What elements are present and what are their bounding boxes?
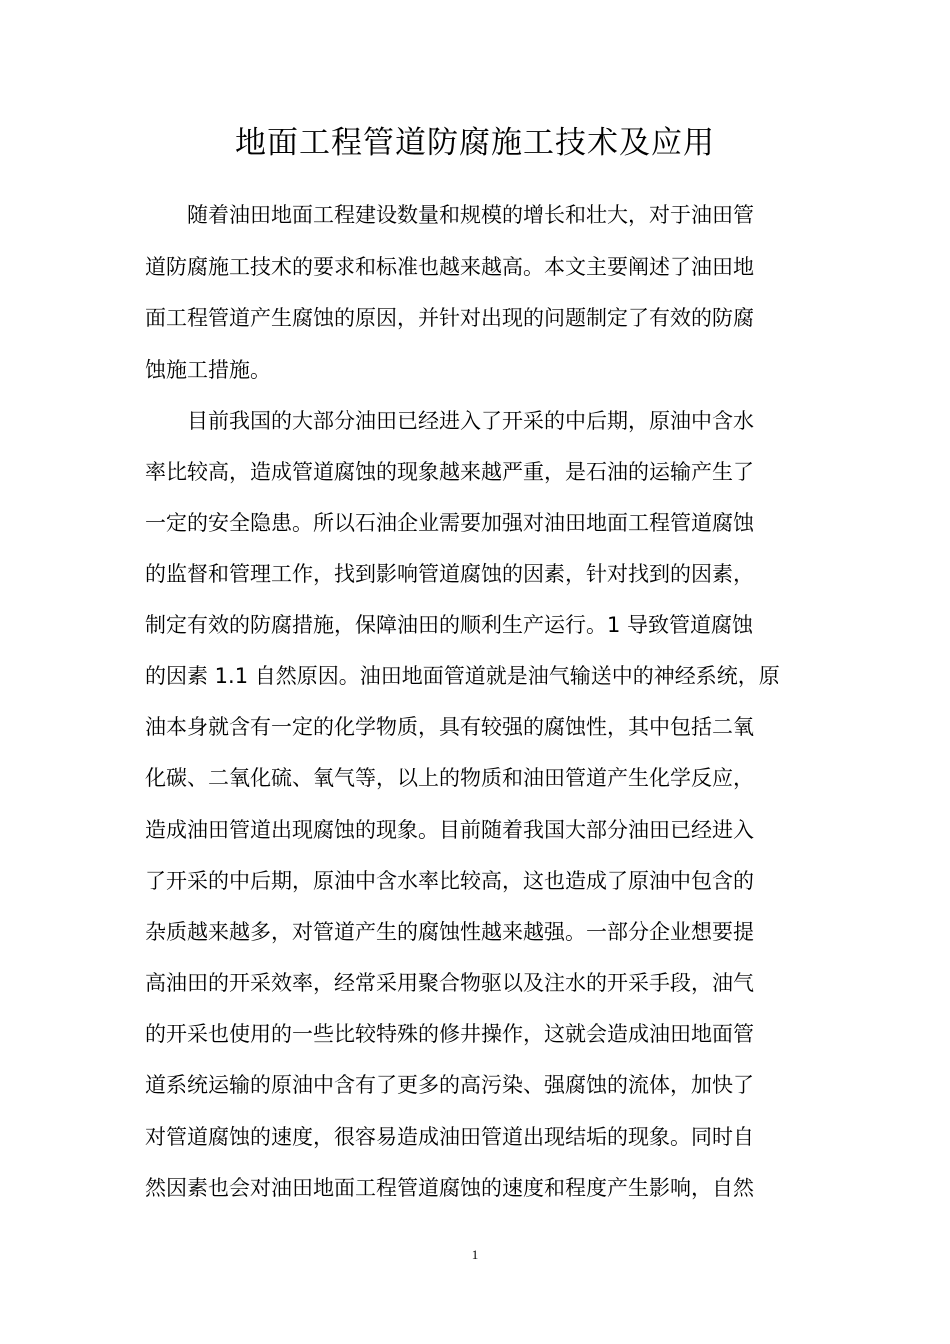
body-line: 杂质越来越多，对管道产生的腐蚀性越来越强。一部分企业想要提 (145, 920, 754, 944)
document-title: 地面工程管道防腐施工技术及应用 (235, 125, 715, 161)
body-line: 随着油田地面工程建设数量和规模的增长和壮大，对于油田管 (145, 203, 754, 227)
body-line: 道系统运输的原油中含有了更多的高污染、强腐蚀的流体，加快了 (145, 1073, 754, 1097)
body-line: 制定有效的防腐措施，保障油田的顺利生产运行。1 导致管道腐蚀 (145, 613, 754, 637)
body-line: 的开采也使用的一些比较特殊的修井操作，这就会造成油田地面管 (145, 1022, 754, 1046)
body-line: 的监督和管理工作，找到影响管道腐蚀的因素，针对找到的因素， (145, 562, 754, 586)
body-line: 然因素也会对油田地面工程管道腐蚀的速度和程度产生影响，自然 (145, 1176, 754, 1200)
body-line: 造成油田管道出现腐蚀的现象。目前随着我国大部分油田已经进入 (145, 818, 754, 842)
body-line: 蚀施工措施。 (145, 358, 271, 382)
body-line: 面工程管道产生腐蚀的原因，并针对出现的问题制定了有效的防腐 (145, 306, 754, 330)
body-line: 高油田的开采效率，经常采用聚合物驱以及注水的开采手段，油气 (145, 971, 754, 995)
body-line: 目前我国的大部分油田已经进入了开采的中后期，原油中含水 (145, 409, 754, 433)
body-line: 对管道腐蚀的速度，很容易造成油田管道出现结垢的现象。同时自 (145, 1125, 754, 1149)
body-line: 了开采的中后期，原油中含水率比较高，这也造成了原油中包含的 (145, 869, 754, 893)
body-line: 的因素 1.1 自然原因。油田地面管道就是油气输送中的神经系统，原 (145, 664, 780, 688)
body-line: 一定的安全隐患。所以石油企业需要加强对油田地面工程管道腐蚀 (145, 511, 754, 535)
body-line: 道防腐施工技术的要求和标准也越来越高。本文主要阐述了油田地 (145, 255, 754, 279)
body-line: 油本身就含有一定的化学物质，具有较强的腐蚀性，其中包括二氧 (145, 715, 754, 739)
page-number: 1 (471, 1247, 479, 1262)
body-line: 化碳、二氧化硫、氧气等，以上的物质和油田管道产生化学反应， (145, 766, 754, 790)
body-line: 率比较高，造成管道腐蚀的现象越来越严重，是石油的运输产生了 (145, 460, 754, 484)
